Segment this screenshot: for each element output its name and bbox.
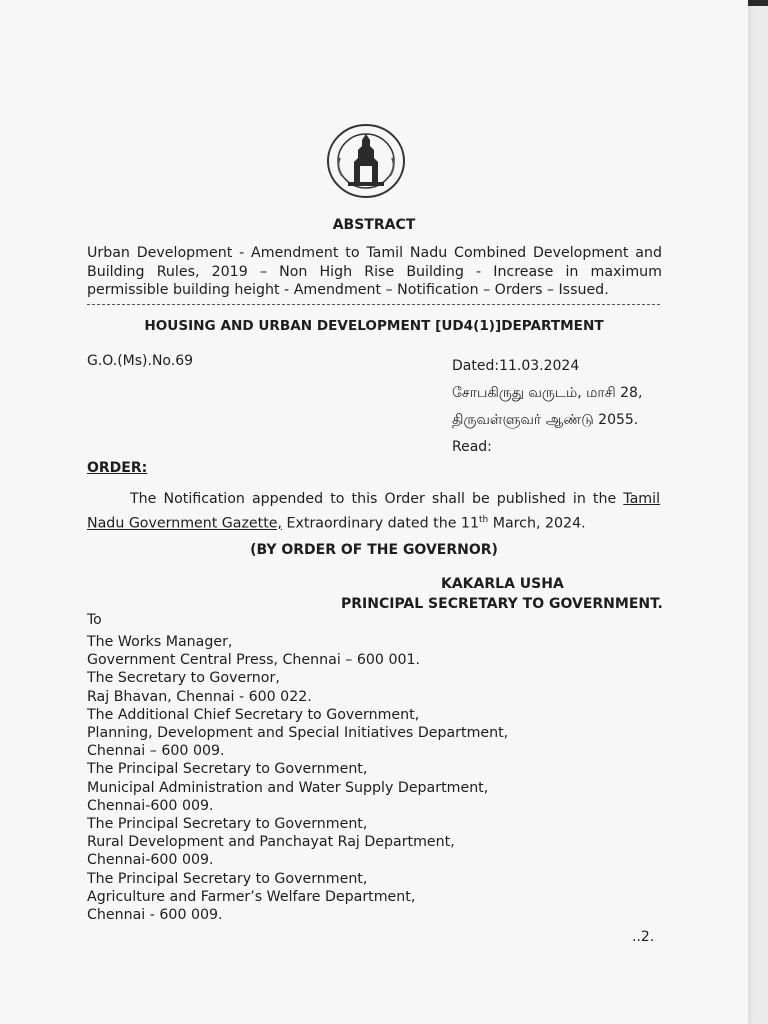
abstract-heading: ABSTRACT bbox=[332, 217, 416, 233]
addressee-line: The Principal Secretary to Government, bbox=[87, 761, 368, 778]
addressee-line: Planning, Development and Special Initiatives Department, bbox=[87, 725, 509, 742]
addressee-line: Chennai-600 009. bbox=[87, 852, 214, 869]
gazette-name: Tamil Nadu Government Gazette, bbox=[87, 491, 661, 532]
go-number: G.O.(Ms).No.69 bbox=[87, 353, 194, 369]
signatory-name: KAKARLA USHA bbox=[441, 576, 564, 592]
addressee-line: The Secretary to Governor, bbox=[87, 670, 280, 687]
addressee-line: Chennai – 600 009. bbox=[87, 743, 225, 760]
tamil-nadu-emblem-icon bbox=[324, 122, 408, 200]
order-text-3: March, 2024. bbox=[488, 515, 586, 532]
order-paragraph bbox=[87, 489, 660, 535]
to-label: To bbox=[87, 612, 102, 628]
addressee-line: Raj Bhavan, Chennai - 600 022. bbox=[87, 688, 312, 705]
tamil-date-line-2: திருவள்ளுவர் ஆண்டு 2055. bbox=[452, 412, 639, 428]
addressee-line: The Principal Secretary to Government, bbox=[87, 816, 368, 833]
signatory-title: PRINCIPAL SECRETARY TO GOVERNMENT. bbox=[341, 596, 663, 612]
scan-edge bbox=[748, 0, 768, 6]
tamil-date-line-1: சோபகிருது வருடம், மாசி 28, bbox=[452, 385, 643, 401]
department-heading: HOUSING AND URBAN DEVELOPMENT [UD4(1)]DEPARTMENT bbox=[144, 318, 604, 334]
addressee-line: Chennai - 600 009. bbox=[87, 907, 223, 924]
dated: Dated:11.03.2024 bbox=[452, 358, 580, 374]
addressee-line: Municipal Administration and Water Supply Department, bbox=[87, 779, 489, 796]
order-text-2: Extraordinary dated the 11 bbox=[282, 515, 479, 532]
read-label: Read: bbox=[452, 439, 492, 455]
addressee-line: The Principal Secretary to Government, bbox=[87, 870, 368, 887]
addressee-line: The Additional Chief Secretary to Government, bbox=[87, 706, 420, 723]
by-order-line: (BY ORDER OF THE GOVERNOR) bbox=[250, 542, 498, 558]
addressee-line: Chennai-600 009. bbox=[87, 797, 214, 814]
addressee-line: Government Central Press, Chennai – 600 001. bbox=[87, 652, 421, 669]
addressee-line: Agriculture and Farmer’s Welfare Department, bbox=[87, 888, 416, 905]
separator-line bbox=[87, 304, 660, 305]
order-heading: ORDER: bbox=[87, 460, 148, 476]
addressee-line: The Works Manager, bbox=[87, 634, 233, 650]
subject-text: Urban Development - Amendment to Tamil Nadu Combined Development and Building Rules, 2019 – Non High Rise Building - Increase in maximum permissible building height - Amendment – Notification – Orders – Issued. bbox=[87, 245, 662, 298]
order-sup: th bbox=[478, 515, 489, 525]
addressee-line: Rural Development and Panchayat Raj Department, bbox=[87, 834, 455, 851]
date-block bbox=[452, 353, 642, 461]
addressee-list bbox=[87, 633, 508, 924]
order-text-1: The Notification appended to this Order shall be published in the bbox=[130, 491, 617, 507]
page-continuation: ..2. bbox=[632, 929, 655, 945]
